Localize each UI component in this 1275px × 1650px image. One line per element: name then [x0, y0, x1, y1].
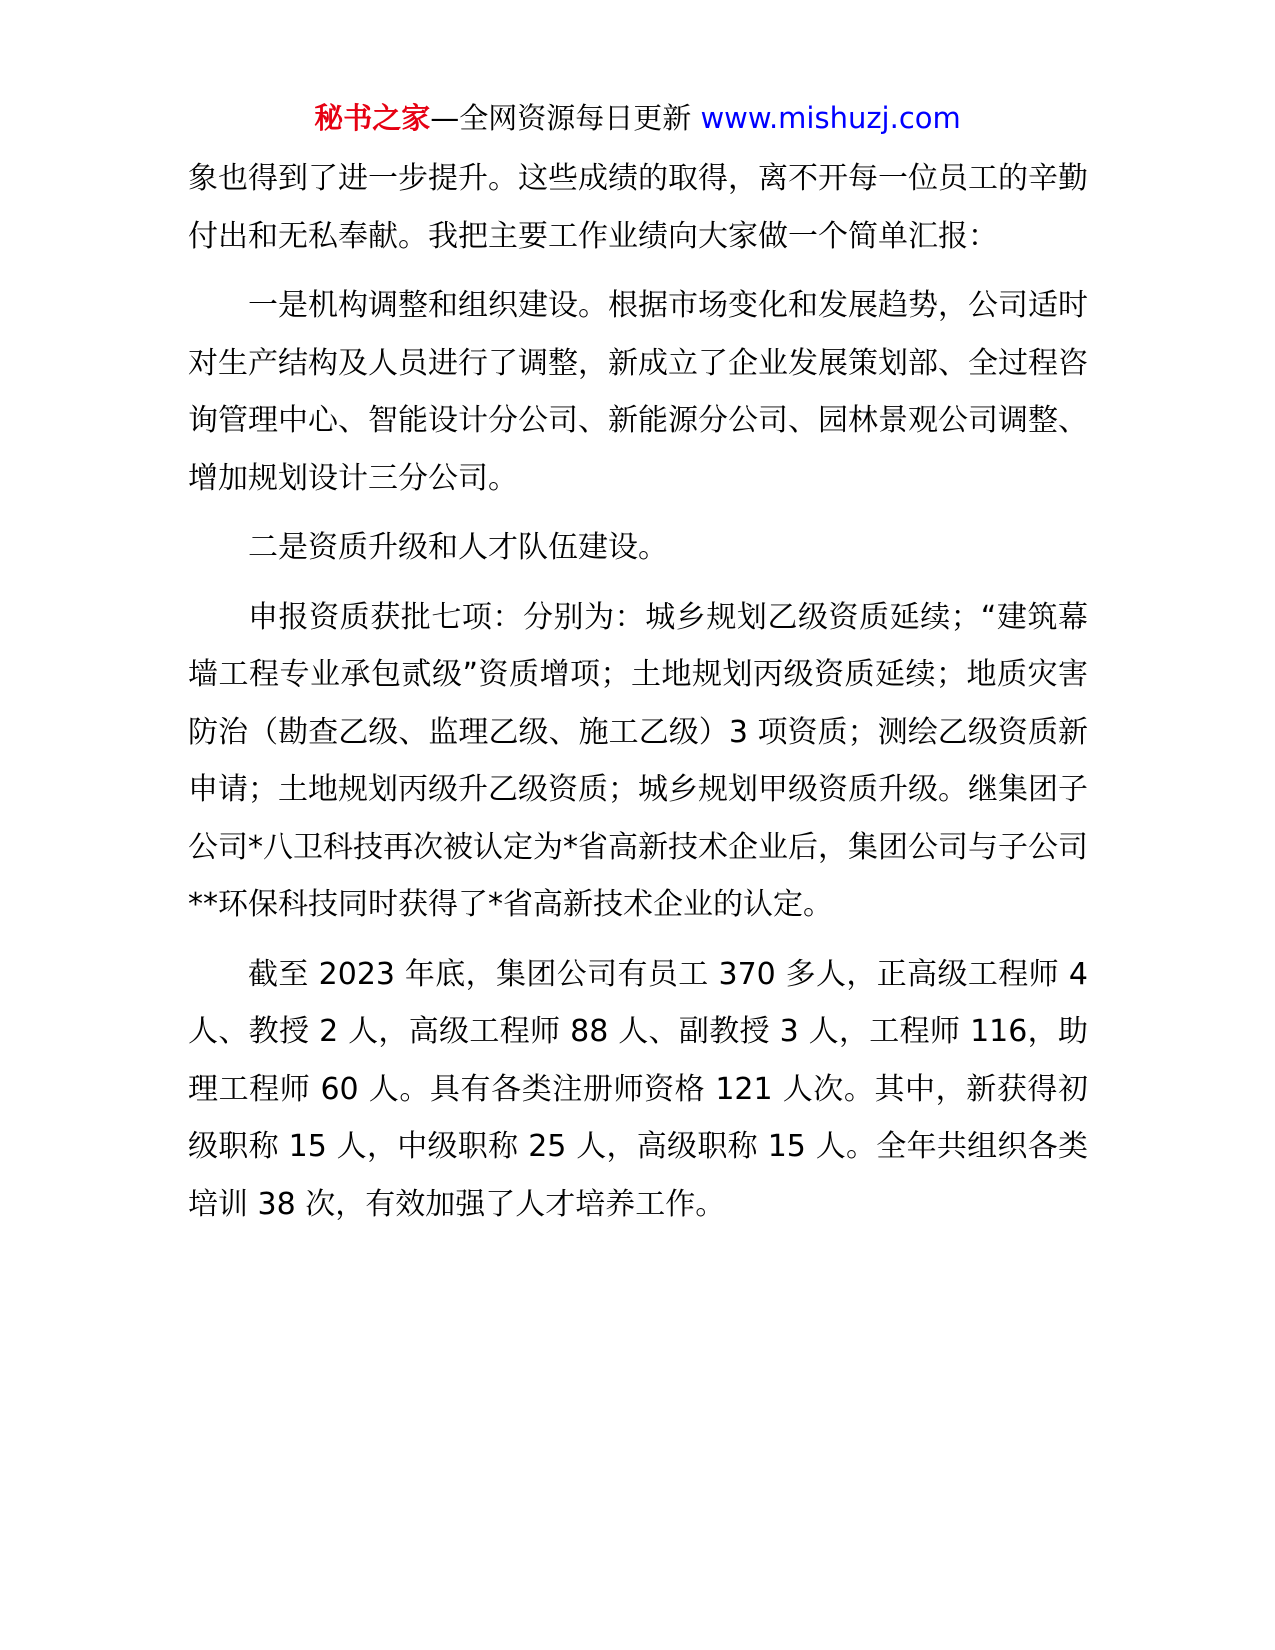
- document-body: [188, 150, 1088, 1245]
- paragraph-qualification-heading: 二是资质升级和人才队伍建设。: [248, 530, 668, 565]
- paragraph-qualifications: 申报资质获批七项：分别为：城乡规划乙级资质延续；“建筑幕墙工程专业承包贰级”资质增项；土地规划丙级资质延续；地质灾害防治（勘查乙级、监理乙级、施工乙级）3 项资质；测绘乙级资质新申请；土地规划丙级升乙级资质；城乡规划甲级资质升级。继集团子公司*八卫科技再次被认定为*省高新技术企业后，集团公司与子公司**环保科技同时获得了*省高新技术企业的认定。: [188, 599, 1088, 922]
- paragraph-continuation: 象也得到了进一步提升。这些成绩的取得，离不开每一位员工的辛勤付出和无私奉献。我把主要工作业绩向大家做一个简单汇报：: [188, 161, 1088, 254]
- page-header: [0, 98, 1275, 138]
- brand-name: 秘书之家: [314, 101, 431, 135]
- paragraph-org-adjustment: 一是机构调整和组织建设。根据市场变化和发展趋势，公司适时对生产结构及人员进行了调整，新成立了企业发展策划部、全过程咨询管理中心、智能设计分公司、新能源分公司、园林景观公司调整、增加规划设计三分公司。: [188, 288, 1088, 496]
- header-tagline: —全网资源每日更新: [430, 101, 692, 135]
- paragraph-staff-statistics: 截至 2023 年底，集团公司有员工 370 多人，正高级工程师 4 人、教授 2 人，高级工程师 88 人、副教授 3 人，工程师 116，助理工程师 60 人。具有各类注册师资格 121 人次。其中，新获得初级职称 15 人，中级职称 25 人，高级职称 15 人。全年共组织各类培训 38 次，有效加强了人才培养工作。: [188, 956, 1088, 1222]
- website-url[interactable]: www.mishuzj.com: [700, 101, 961, 135]
